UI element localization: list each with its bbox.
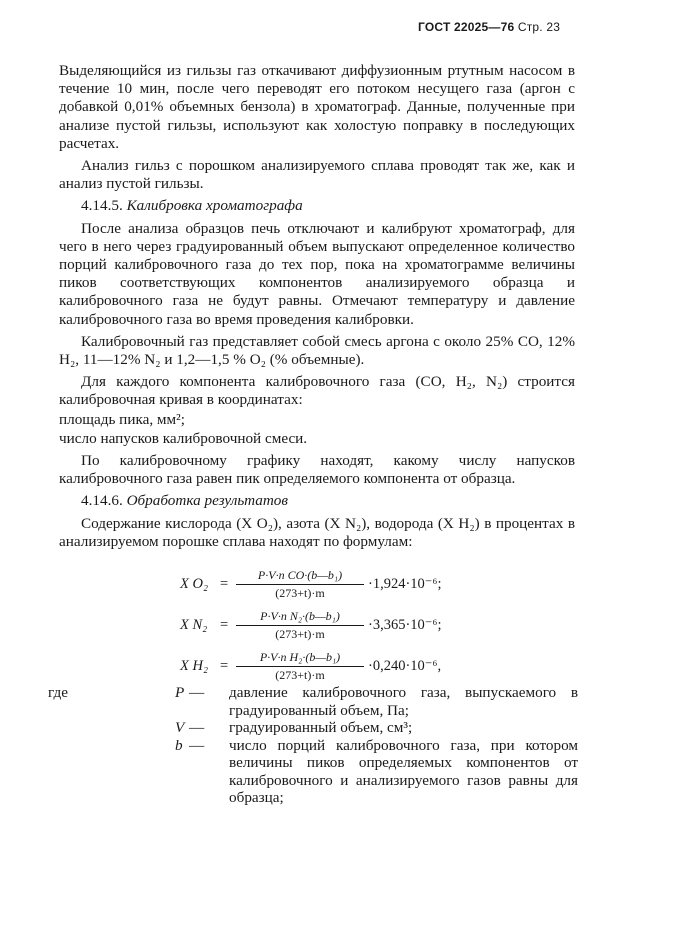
fraction [236, 568, 364, 601]
formula-block [180, 568, 500, 691]
formula-nitrogen [180, 609, 500, 650]
definition-item [48, 719, 578, 737]
paragraph: Анализ гильз с порошком анализируемого сплава проводят так же, как и анализ пустой гильзы. [59, 157, 575, 193]
paragraph: Калибровочный газ представляет собой смесь аргона с около 25% CO, 12% H₂, 11—12% N₂ и 1,2—1,5 % O₂ (% объемные). [59, 332, 575, 369]
variable-symbol: P [175, 684, 185, 701]
definition-text: давление калибровочного газа, выпускаемого в градуированный объем, Па; [229, 684, 578, 719]
section-title: Калибровка хроматографа [126, 197, 303, 215]
denominator: (273+t)·m [275, 586, 325, 600]
paragraph: Для каждого компонента калибровочного газа (CO, H₂, N₂) строится калибровочная кривая в координатах: [59, 373, 575, 409]
fraction [236, 609, 364, 642]
denominator: (273+t)·m [275, 668, 325, 682]
list-item: площадь пика, мм²; [59, 410, 185, 428]
variable-symbol: V [175, 719, 185, 736]
section-heading [59, 197, 575, 215]
definition-dash: — [189, 736, 205, 754]
paragraph: Содержание кислорода (X O₂), азота (X N₂), водорода (X H₂) в процентах в анализируемом порошке сплава находят по формулам: [59, 514, 575, 550]
paragraph: Выделяющийся из гильзы газ откачивают диффузионным ртутным насосом в течение 10 мин, после чего переводят его потоком несущего газа (аргон с добавкой 0,01% объемных бензола) в хроматограф. Данные, полученные при анализе пустой гильзы, используют как холостую поправку в последующих расчетах. [59, 62, 575, 152]
variable-definitions [48, 684, 578, 807]
standard-number: ГОСТ 22025—76 [418, 20, 515, 34]
fraction [236, 650, 364, 683]
equals-sign: = [220, 576, 229, 592]
section-number: 4.14.5. [81, 197, 123, 215]
numerator: P·V·n CO·(b—b₁) [236, 568, 364, 585]
equals-sign: = [220, 617, 229, 633]
page-header [418, 20, 560, 34]
denominator: (273+t)·m [275, 627, 325, 641]
list-item: число напусков калибровочной смеси. [59, 429, 308, 447]
definition-text: число порций калибровочного газа, при котором величины пиков определяемых компонентов от калибровочного и анализируемого газов равны для образца; [229, 736, 578, 806]
section-number: 4.14.6. [81, 492, 123, 510]
variable-symbol: b [175, 736, 183, 754]
coefficient: ·3,365·10⁻⁶; [368, 617, 442, 633]
paragraph: После анализа образцов печь отключают и калибруют хроматограф, для чего в него через градуированный объем выпускают определенное количество порций калибровочного газа до тех пор, пока на хроматограмме величины пиков соответствующих компонентов анализируемого образца и калибровочного газа не будут равны. Отмечают температуру и давление калибровочного газа во время проведения калибровки. [59, 219, 575, 328]
section-title: Обработка результатов [126, 492, 288, 510]
body-text [59, 62, 575, 555]
definition-item [48, 684, 578, 719]
definition-text: градуированный объем, см³; [229, 719, 413, 736]
definition-item [48, 737, 578, 807]
formula-lhs: X N₂ [180, 617, 208, 633]
page-number: Стр. 23 [517, 20, 561, 34]
formula-lhs: X O₂ [180, 576, 208, 592]
where-label: где [48, 684, 68, 701]
equals-sign: = [220, 658, 229, 674]
numerator: P·V·n H₂·(b—b₁) [236, 650, 364, 667]
definition-dash: — [189, 719, 205, 736]
coefficient: ·0,240·10⁻⁶, [368, 658, 442, 674]
coefficient: ·1,924·10⁻⁶; [368, 576, 442, 592]
formula-lhs: X H₂ [180, 658, 208, 674]
paragraph: По калибровочному графику находят, какому числу напусков калибровочного газа равен пик определяемого компонента от образца. [59, 452, 575, 488]
definition-dash: — [189, 684, 205, 701]
formula-oxygen [180, 568, 500, 609]
section-heading [59, 492, 575, 510]
numerator: P·V·n N₂·(b—b₁) [236, 609, 364, 626]
